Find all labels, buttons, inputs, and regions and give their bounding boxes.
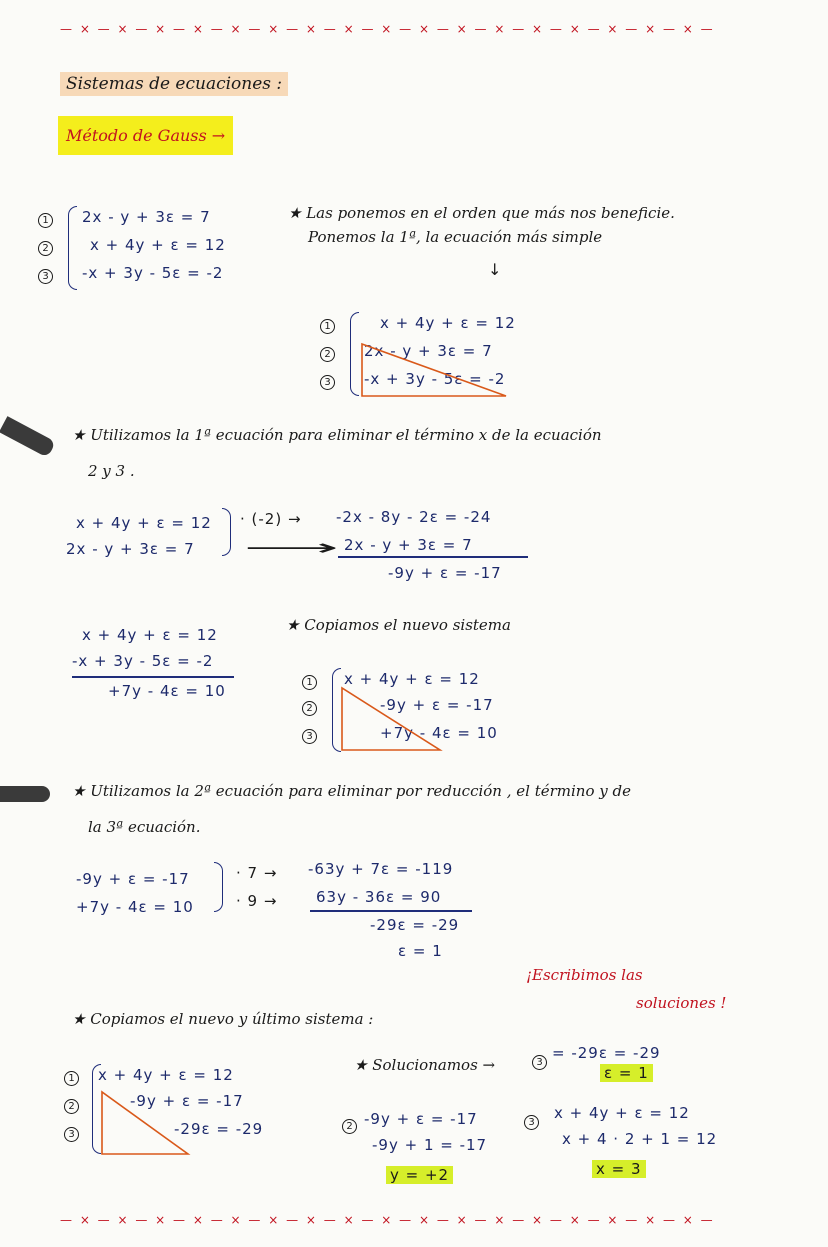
solve-y-value: y = +2 [386, 1166, 453, 1184]
elim1-brace [222, 508, 231, 556]
down-arrow-icon: ↓ [488, 260, 502, 279]
elim3-result: -29ε = -29 [370, 916, 460, 934]
elim3-op: · 7 → [236, 864, 278, 882]
solve-eq2-label: 2 [342, 1114, 357, 1134]
system-4-eq: -9y + ε = -17 [130, 1092, 244, 1110]
elim1-left: 2x - y + 3ε = 7 [66, 540, 195, 558]
method-heading [58, 126, 233, 145]
elim3-result-epsilon: ε = 1 [398, 942, 443, 960]
note-order: ★ Las ponemos en el orden que más nos beneficie. [288, 204, 675, 222]
system-4-eq: x + 4y + ε = 12 [98, 1066, 234, 1084]
system-2-eq: x + 4y + ε = 12 [380, 314, 516, 332]
system-3-label: 1 [302, 670, 317, 690]
solve-epsilon-value: ε = 1 [600, 1064, 653, 1082]
method-heading-text: Método de Gauss → [58, 116, 233, 155]
note-eliminate-x-line2: 2 y 3 . [88, 462, 135, 480]
top-border: — × — × — × — × — × — × — × — × — × — × — × — × — × — × — × — × — × — [60, 22, 715, 36]
system-1-label: 3 [38, 264, 53, 284]
system-3-triangle [336, 684, 466, 756]
system-3-label: 3 [302, 724, 317, 744]
system-3-label: 2 [302, 696, 317, 716]
elim3-brace [214, 862, 223, 912]
system-3-eq: -9y + ε = -17 [380, 696, 494, 714]
solve-eq1-line: x + 4y + ε = 12 [554, 1104, 690, 1122]
binder-ring [0, 416, 56, 458]
note-copy-last-system: ★ Copiamos el nuevo y último sistema : [72, 1010, 374, 1028]
system-1-eq: x + 4y + ε = 12 [90, 236, 226, 254]
system-1-eq: 2x - y + 3ε = 7 [82, 208, 211, 226]
elim1-right: -2x - 8y - 2ε = -24 [336, 508, 492, 526]
elim1-arrow: ⟶ [244, 536, 333, 561]
bottom-border: — × — × — × — × — × — × — × — × — × — × — × — × — × — × — × — × — × — [60, 1213, 715, 1227]
solve-eq3: = -29ε = -29 [552, 1044, 661, 1062]
page-title-text: Sistemas de ecuaciones : [60, 72, 288, 96]
elim3-rule [310, 910, 472, 912]
note-order-line2: Ponemos la 1ª, la ecuación más simple [308, 228, 603, 246]
system-4-eq: -29ε = -29 [174, 1120, 264, 1138]
note-eliminate-y: ★ Utilizamos la 2ª ecuación para eliminar por reducción , el término y de [72, 782, 631, 800]
system-2-eq: 2x - y + 3ε = 7 [364, 342, 493, 360]
elim3-right: -63y + 7ε = -119 [308, 860, 454, 878]
system-2-eq: -x + 3y - 5ε = -2 [364, 370, 506, 388]
elim3-left: +7y - 4ε = 10 [76, 898, 194, 916]
system-2-label: 3 [320, 370, 335, 390]
note-eliminate-x: ★ Utilizamos la 1ª ecuación para eliminar el término x de la ecuación [72, 426, 602, 444]
elim2-row: -x + 3y - 5ε = -2 [72, 652, 214, 670]
system-2-triangle [356, 332, 536, 402]
system-3-eq: +7y - 4ε = 10 [380, 724, 498, 742]
system-4-label: 3 [64, 1122, 79, 1142]
note-eliminate-y-line2: la 3ª ecuación. [88, 818, 201, 836]
solve-eq1-line: x + 4 · 2 + 1 = 12 [562, 1130, 718, 1148]
elim2-result: +7y - 4ε = 10 [108, 682, 226, 700]
elim3-right: 63y - 36ε = 90 [316, 888, 442, 906]
solve-eq2-line: -9y + ε = -17 [364, 1110, 478, 1128]
elim3-op: · 9 → [236, 892, 278, 910]
solve-x-value: x = 3 [592, 1160, 646, 1178]
system-1-eq: -x + 3y - 5ε = -2 [82, 264, 224, 282]
solve-eq2-line: -9y + 1 = -17 [372, 1136, 488, 1154]
page-title [60, 74, 288, 94]
system-1-brace [68, 206, 77, 290]
solve-heading: ★ Solucionamos → [354, 1056, 496, 1074]
system-3-eq: x + 4y + ε = 12 [344, 670, 480, 688]
elim1-right: 2x - y + 3ε = 7 [344, 536, 473, 554]
binder-ring [0, 786, 50, 802]
elim2-row: x + 4y + ε = 12 [82, 626, 218, 644]
system-2-label: 2 [320, 342, 335, 362]
elim1-rule [338, 556, 528, 558]
note-copy-system: ★ Copiamos el nuevo sistema [286, 616, 511, 634]
elim3-left: -9y + ε = -17 [76, 870, 190, 888]
system-1-label: 1 [38, 208, 53, 228]
elim1-op: · (-2) → [240, 510, 302, 528]
system-4-label: 1 [64, 1066, 79, 1086]
solve-eq1-label: 3 [524, 1110, 539, 1130]
solve-y-result [386, 1166, 453, 1184]
shout-solutions-line2: soluciones ! [636, 994, 727, 1012]
solve-x-result [592, 1160, 646, 1178]
shout-solutions: ¡Escribimos las [526, 966, 643, 984]
solve-eq3-label: 3 [532, 1050, 547, 1070]
system-2-label: 1 [320, 314, 335, 334]
solve-epsilon-result [600, 1064, 653, 1082]
system-4-triangle [96, 1086, 226, 1158]
elim2-rule [72, 676, 234, 678]
elim1-result: -9y + ε = -17 [388, 564, 502, 582]
elim1-left: x + 4y + ε = 12 [76, 514, 212, 532]
system-4-label: 2 [64, 1094, 79, 1114]
system-1-label: 2 [38, 236, 53, 256]
